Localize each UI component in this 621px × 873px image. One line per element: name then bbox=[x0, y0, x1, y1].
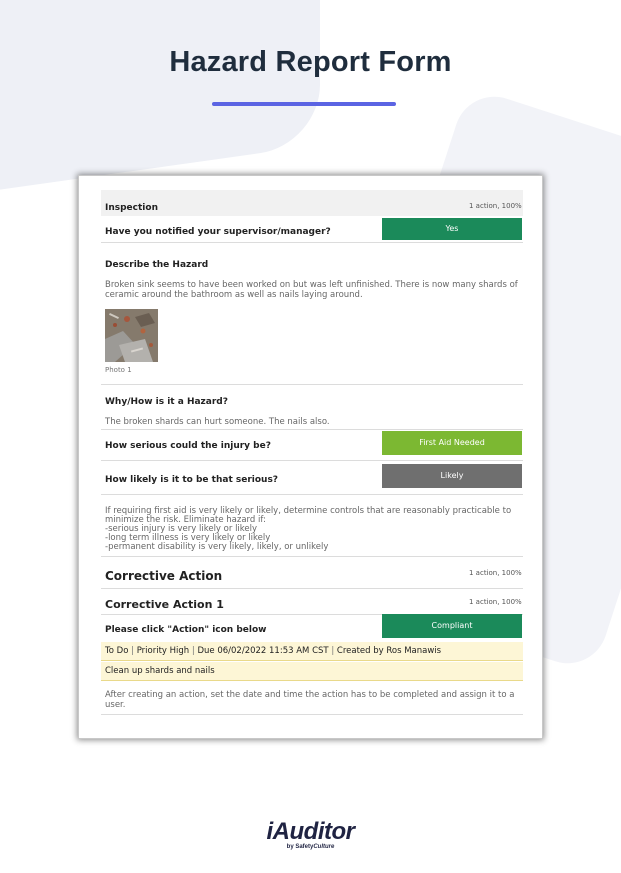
action-priority: Priority High bbox=[136, 646, 190, 656]
inspection-meta: 1 action, 100% bbox=[469, 202, 522, 210]
answer-yes: Yes bbox=[382, 218, 522, 240]
describe-hazard-text-2: ceramic around the bathroom as well as nails laying around. bbox=[105, 290, 363, 300]
action-note-line-1: After creating an action, set the date and time the action has to be completed and assign it to a bbox=[105, 690, 515, 700]
guidance-line-5: -permanent disability is very likely, likely, or unlikely bbox=[105, 542, 329, 552]
corrective-action-1-heading: Corrective Action 1 bbox=[105, 598, 224, 611]
divider bbox=[101, 556, 523, 557]
logo-byline: by SafetyCulture bbox=[286, 844, 335, 850]
page-title: Hazard Report Form bbox=[169, 46, 452, 78]
separator: | bbox=[191, 646, 195, 656]
hazard-photo-image bbox=[105, 309, 158, 362]
divider bbox=[101, 384, 523, 385]
action-note-line-2: user. bbox=[105, 700, 126, 710]
divider bbox=[101, 714, 523, 715]
divider bbox=[101, 242, 523, 243]
guidance-line-4: -long term illness is very likely or likely bbox=[105, 533, 271, 543]
photo-caption: Photo 1 bbox=[105, 366, 132, 374]
title-underline bbox=[212, 102, 396, 106]
action-creator: Created by Ros Manawis bbox=[336, 646, 442, 656]
action-title: Clean up shards and nails bbox=[105, 666, 215, 676]
inspection-label: Inspection bbox=[105, 203, 158, 213]
divider bbox=[101, 588, 523, 589]
iauditor-logo bbox=[0, 818, 621, 850]
guidance-line-1: If requiring first aid is very likely or likely, determine controls that are reasonably practicable to bbox=[105, 506, 512, 516]
describe-hazard-label: Describe the Hazard bbox=[105, 260, 209, 270]
divider bbox=[101, 429, 523, 430]
question-serious: How serious could the injury be? bbox=[105, 441, 271, 451]
why-hazard-text: The broken shards can hurt someone. The nails also. bbox=[105, 417, 330, 427]
hazard-photo[interactable] bbox=[105, 309, 158, 362]
action-status: To Do bbox=[105, 646, 129, 656]
logo-wordmark: iAuditor bbox=[266, 818, 355, 845]
action-meta bbox=[105, 646, 441, 656]
why-hazard-label: Why/How is it a Hazard? bbox=[105, 397, 228, 407]
describe-hazard-text-1: Broken sink seems to have been worked on but was left unfinished. There is now many shards of bbox=[105, 280, 518, 290]
divider bbox=[101, 494, 523, 495]
background-shape bbox=[0, 0, 320, 195]
action-due: Due 06/02/2022 11:53 AM CST bbox=[197, 646, 329, 656]
separator: | bbox=[131, 646, 134, 656]
separator: | bbox=[331, 646, 335, 656]
question-likely: How likely is it to be that serious? bbox=[105, 475, 279, 485]
question-click-action: Please click "Action" icon below bbox=[105, 625, 267, 635]
report-preview bbox=[78, 175, 543, 739]
answer-first-aid: First Aid Needed bbox=[382, 431, 522, 455]
guidance-line-2: minimize the risk. Eliminate hazard if: bbox=[105, 515, 266, 525]
inspection-header bbox=[101, 190, 523, 216]
divider bbox=[101, 460, 523, 461]
corrective-action-meta: 1 action, 100% bbox=[469, 569, 522, 577]
answer-compliant: Compliant bbox=[382, 614, 522, 638]
answer-likely: Likely bbox=[382, 464, 522, 488]
question-notified: Have you notified your supervisor/manager? bbox=[105, 227, 331, 237]
corrective-action-1-meta: 1 action, 100% bbox=[469, 598, 522, 606]
corrective-action-heading: Corrective Action bbox=[105, 569, 223, 583]
guidance-line-3: -serious injury is very likely or likely bbox=[105, 524, 258, 534]
